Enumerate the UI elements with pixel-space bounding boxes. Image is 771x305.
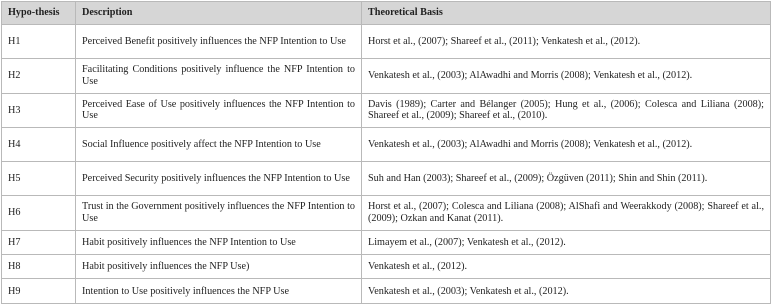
hypothesis-basis: Venkatesh et al., (2003); AlAwadhi and Morris (2008); Venkatesh et al., (2012).: [362, 128, 771, 162]
hypothesis-description: Perceived Security positively influences the NFP Intention to Use: [76, 162, 362, 196]
hypothesis-description: Habit positively influences the NFP Intention to Use: [76, 230, 362, 254]
hypothesis-description: Trust in the Government positively influences the NFP Intention to Use: [76, 195, 362, 230]
table-row: [2, 230, 771, 254]
header-hypothesis: Hypo-thesis: [2, 2, 76, 25]
table-row: [2, 128, 771, 162]
hypothesis-basis: Davis (1989); Carter and Bélanger (2005); Hung et al., (2006); Colesca and Liliana (2008); Shareef et al., (2009); Shareef et al., (2010).: [362, 93, 771, 128]
table-row: [2, 58, 771, 93]
hypothesis-description: Habit positively influences the NFP Use): [76, 255, 362, 279]
table-row: [2, 195, 771, 230]
table-row: [2, 25, 771, 59]
table-row: [2, 93, 771, 128]
hypothesis-basis: Venkatesh et al., (2003); AlAwadhi and Morris (2008); Venkatesh et al., (2012).: [362, 58, 771, 93]
hypothesis-id: H4: [2, 128, 76, 162]
hypothesis-id: H2: [2, 58, 76, 93]
hypothesis-basis: Venkatesh et al., (2003); Venkatesh et al., (2012).: [362, 279, 771, 304]
header-description: Description: [76, 2, 362, 25]
hypothesis-description: Perceived Ease of Use positively influences the NFP Intention to Use: [76, 93, 362, 128]
hypothesis-id: H6: [2, 195, 76, 230]
hypothesis-id: H8: [2, 255, 76, 279]
hypothesis-basis: Venkatesh et al., (2012).: [362, 255, 771, 279]
table-row: [2, 255, 771, 279]
table-row: [2, 162, 771, 196]
table-row: [2, 279, 771, 304]
hypothesis-id: H5: [2, 162, 76, 196]
hypothesis-basis: Suh and Han (2003); Shareef et al., (2009); Özgüven (2011); Shin and Shin (2011).: [362, 162, 771, 196]
hypothesis-basis: Horst et al., (2007); Shareef et al., (2011); Venkatesh et al., (2012).: [362, 25, 771, 59]
hypothesis-id: H3: [2, 93, 76, 128]
header-theoretical-basis: Theoretical Basis: [362, 2, 771, 25]
hypothesis-id: H7: [2, 230, 76, 254]
hypotheses-table: [1, 1, 771, 304]
hypothesis-id: H9: [2, 279, 76, 304]
hypothesis-description: Intention to Use positively influences the NFP Use: [76, 279, 362, 304]
hypothesis-description: Facilitating Conditions positively influence the NFP Intention to Use: [76, 58, 362, 93]
hypothesis-basis: Horst et al., (2007); Colesca and Liliana (2008); AlShafi and Weerakkody (2008); Shareef et al., (2009); Ozkan and Kanat (2011).: [362, 195, 771, 230]
hypothesis-description: Social Influence positively affect the NFP Intention to Use: [76, 128, 362, 162]
header-row: [2, 2, 771, 25]
hypothesis-description: Perceived Benefit positively influences the NFP Intention to Use: [76, 25, 362, 59]
hypothesis-basis: Limayem et al., (2007); Venkatesh et al., (2012).: [362, 230, 771, 254]
hypothesis-id: H1: [2, 25, 76, 59]
